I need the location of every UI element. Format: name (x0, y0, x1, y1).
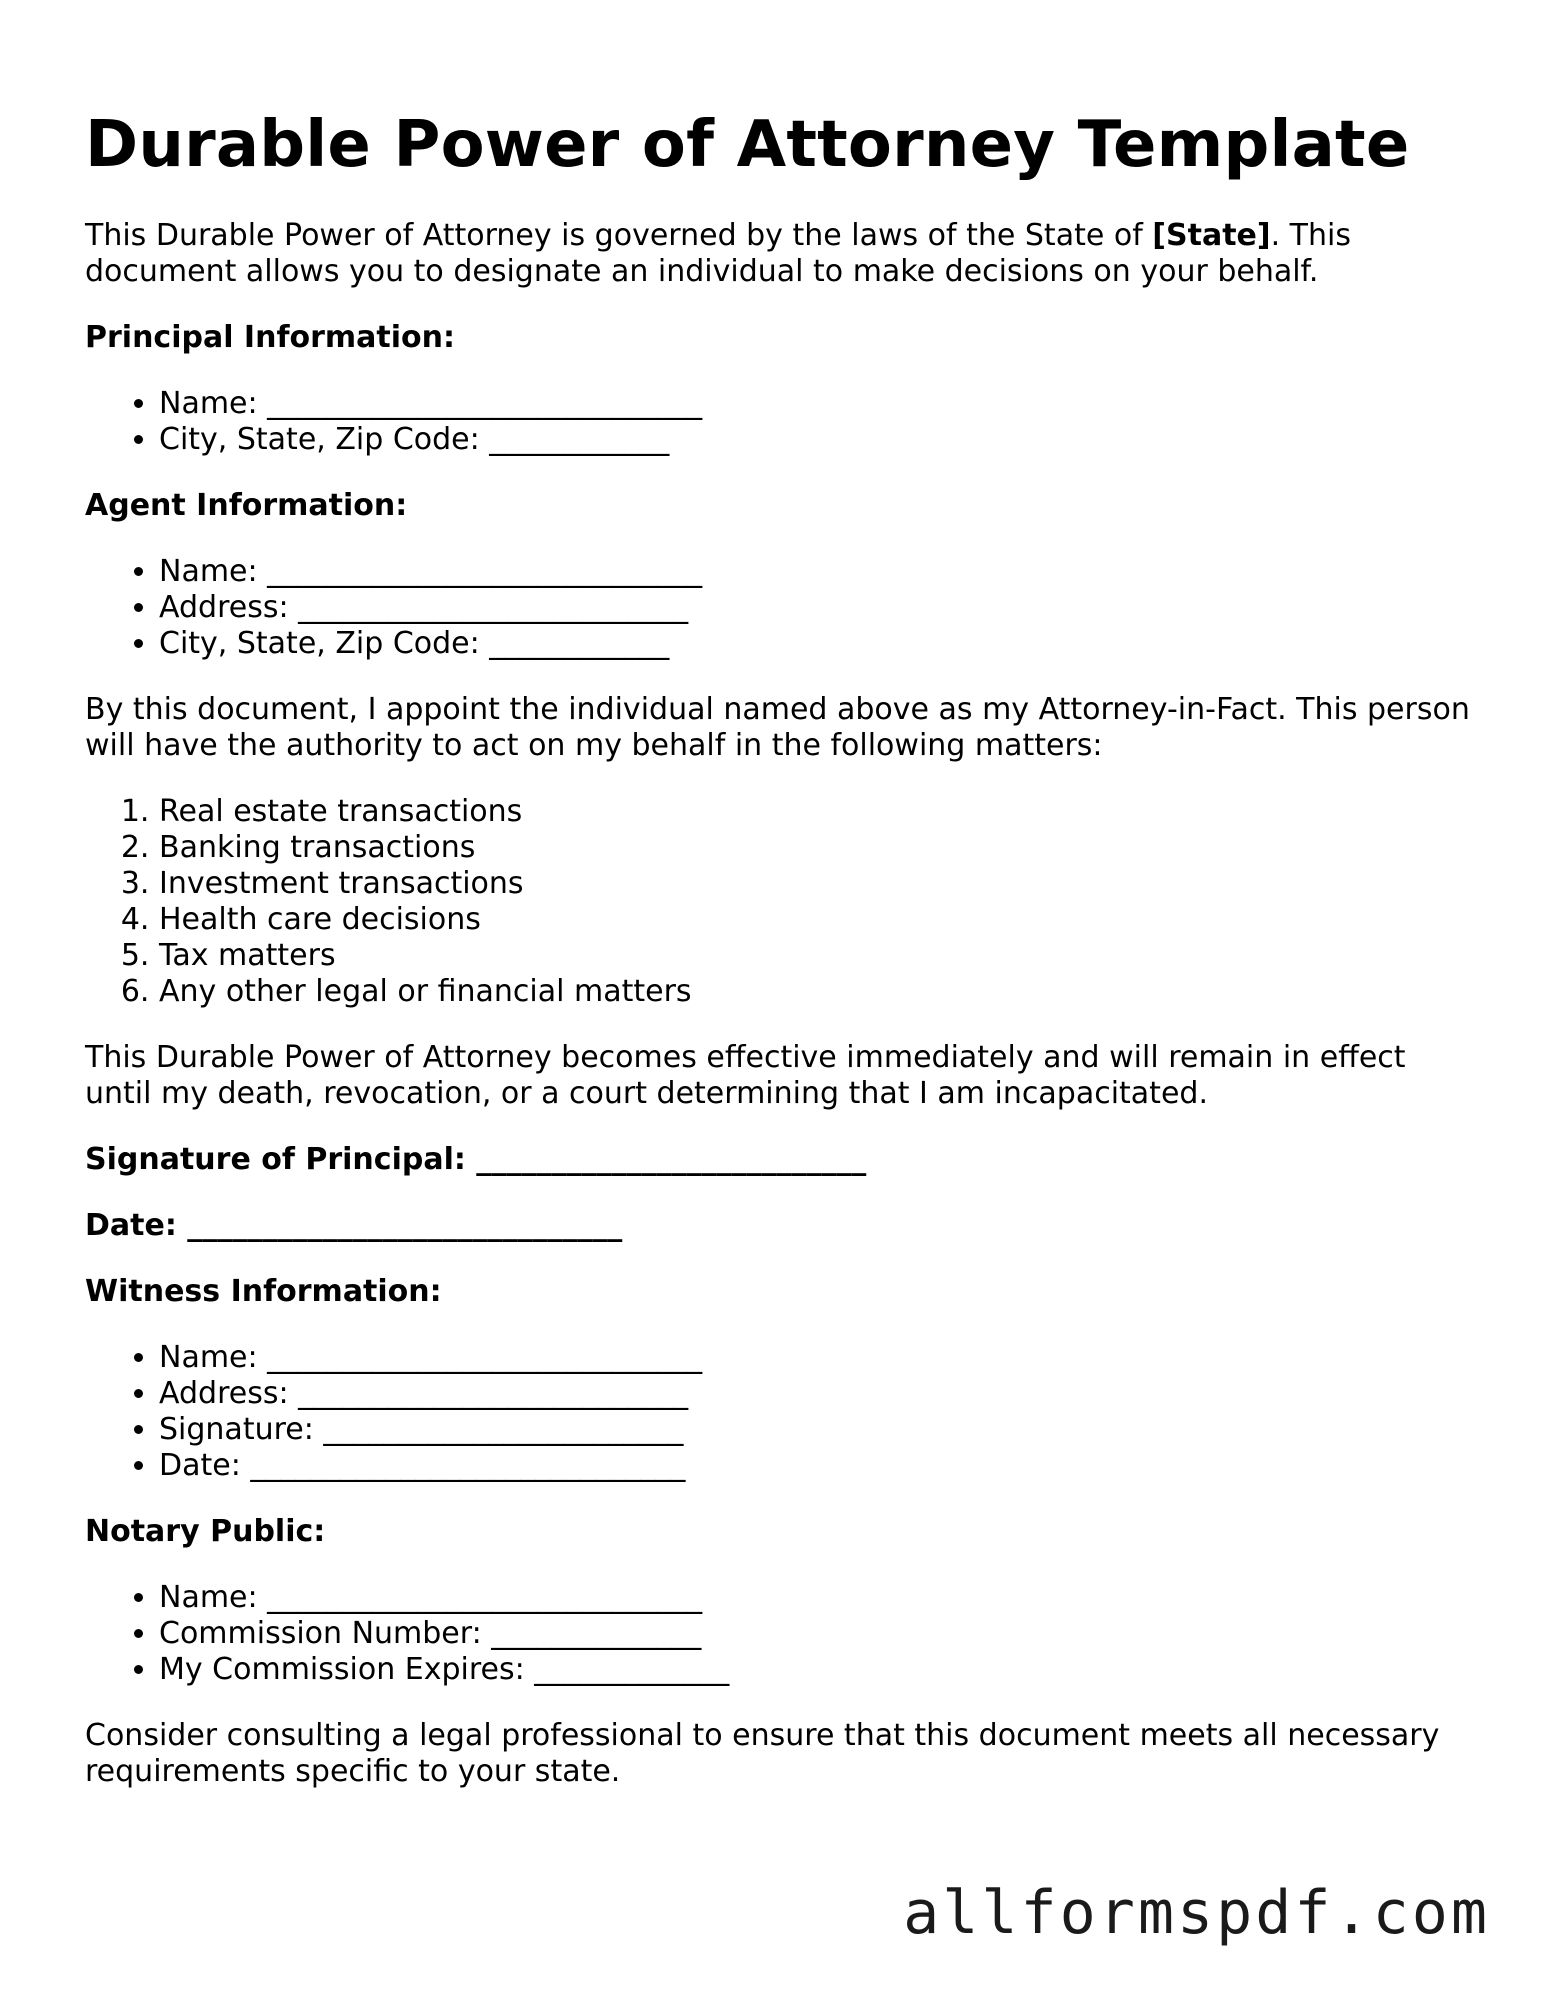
principal-city-state-zip-field: • City, State, Zip Code: ____________ (159, 422, 1475, 458)
state-placeholder: [State] (1152, 218, 1271, 253)
intro-text-before: This Durable Power of Attorney is governed by the laws of the State of (85, 218, 1153, 253)
document-page (85, 100, 1475, 1820)
witness-date-field: • Date: _____________________________ (159, 1448, 1475, 1484)
matter-item: 2. Banking transactions (159, 830, 1475, 866)
intro-text-after: . This document allows you to designate an individual to make decisions on your behalf. (85, 218, 1351, 289)
witness-signature-field: • Signature: ________________________ (159, 1412, 1475, 1448)
agent-address-field: • Address: __________________________ (159, 590, 1475, 626)
principal-heading: Principal Information: (85, 320, 456, 355)
appointment-paragraph: By this document, I appoint the individual named above as my Attorney-in-Fact. This person will have the authority to act on my behalf in the following matters: (85, 692, 1470, 763)
witness-list (85, 1340, 1475, 1484)
witness-address-field: • Address: __________________________ (159, 1376, 1475, 1412)
agent-city-state-zip-field: • City, State, Zip Code: ____________ (159, 626, 1475, 662)
principal-list (85, 386, 1475, 458)
matter-item: 6. Any other legal or financial matters (159, 974, 1475, 1010)
site-watermark: allformspdf.com (903, 1878, 1490, 1948)
effective-paragraph: This Durable Power of Attorney becomes effective immediately and will remain in effect until my death, revocation, or a court determining that I am incapacitated. (85, 1040, 1406, 1111)
principal-name-field: • Name: _____________________________ (159, 386, 1475, 422)
notary-heading: Notary Public: (85, 1514, 326, 1549)
agent-list (85, 554, 1475, 662)
matter-item: 4. Health care decisions (159, 902, 1475, 938)
agent-name-field: • Name: _____________________________ (159, 554, 1475, 590)
agent-heading: Agent Information: (85, 488, 408, 523)
principal-signature-line: Signature of Principal: __________________________ (85, 1142, 867, 1177)
closing-paragraph: Consider consulting a legal professional to ensure that this document meets all necessary requirements specific to your state. (85, 1718, 1440, 1789)
notary-commission-number-field: • Commission Number: ______________ (159, 1616, 1475, 1652)
notary-commission-expires-field: • My Commission Expires: _____________ (159, 1652, 1475, 1688)
document-title: Durable Power of Attorney Template (85, 108, 1410, 182)
matter-item: 3. Investment transactions (159, 866, 1475, 902)
witness-heading: Witness Information: (85, 1274, 442, 1309)
witness-name-field: • Name: _____________________________ (159, 1340, 1475, 1376)
matters-list (85, 794, 1475, 1010)
intro-paragraph (85, 218, 1475, 290)
matter-item: 1. Real estate transactions (159, 794, 1475, 830)
notary-name-field: • Name: _____________________________ (159, 1580, 1475, 1616)
notary-list (85, 1580, 1475, 1688)
matter-item: 5. Tax matters (159, 938, 1475, 974)
principal-date-line: Date: _____________________________ (85, 1208, 623, 1243)
